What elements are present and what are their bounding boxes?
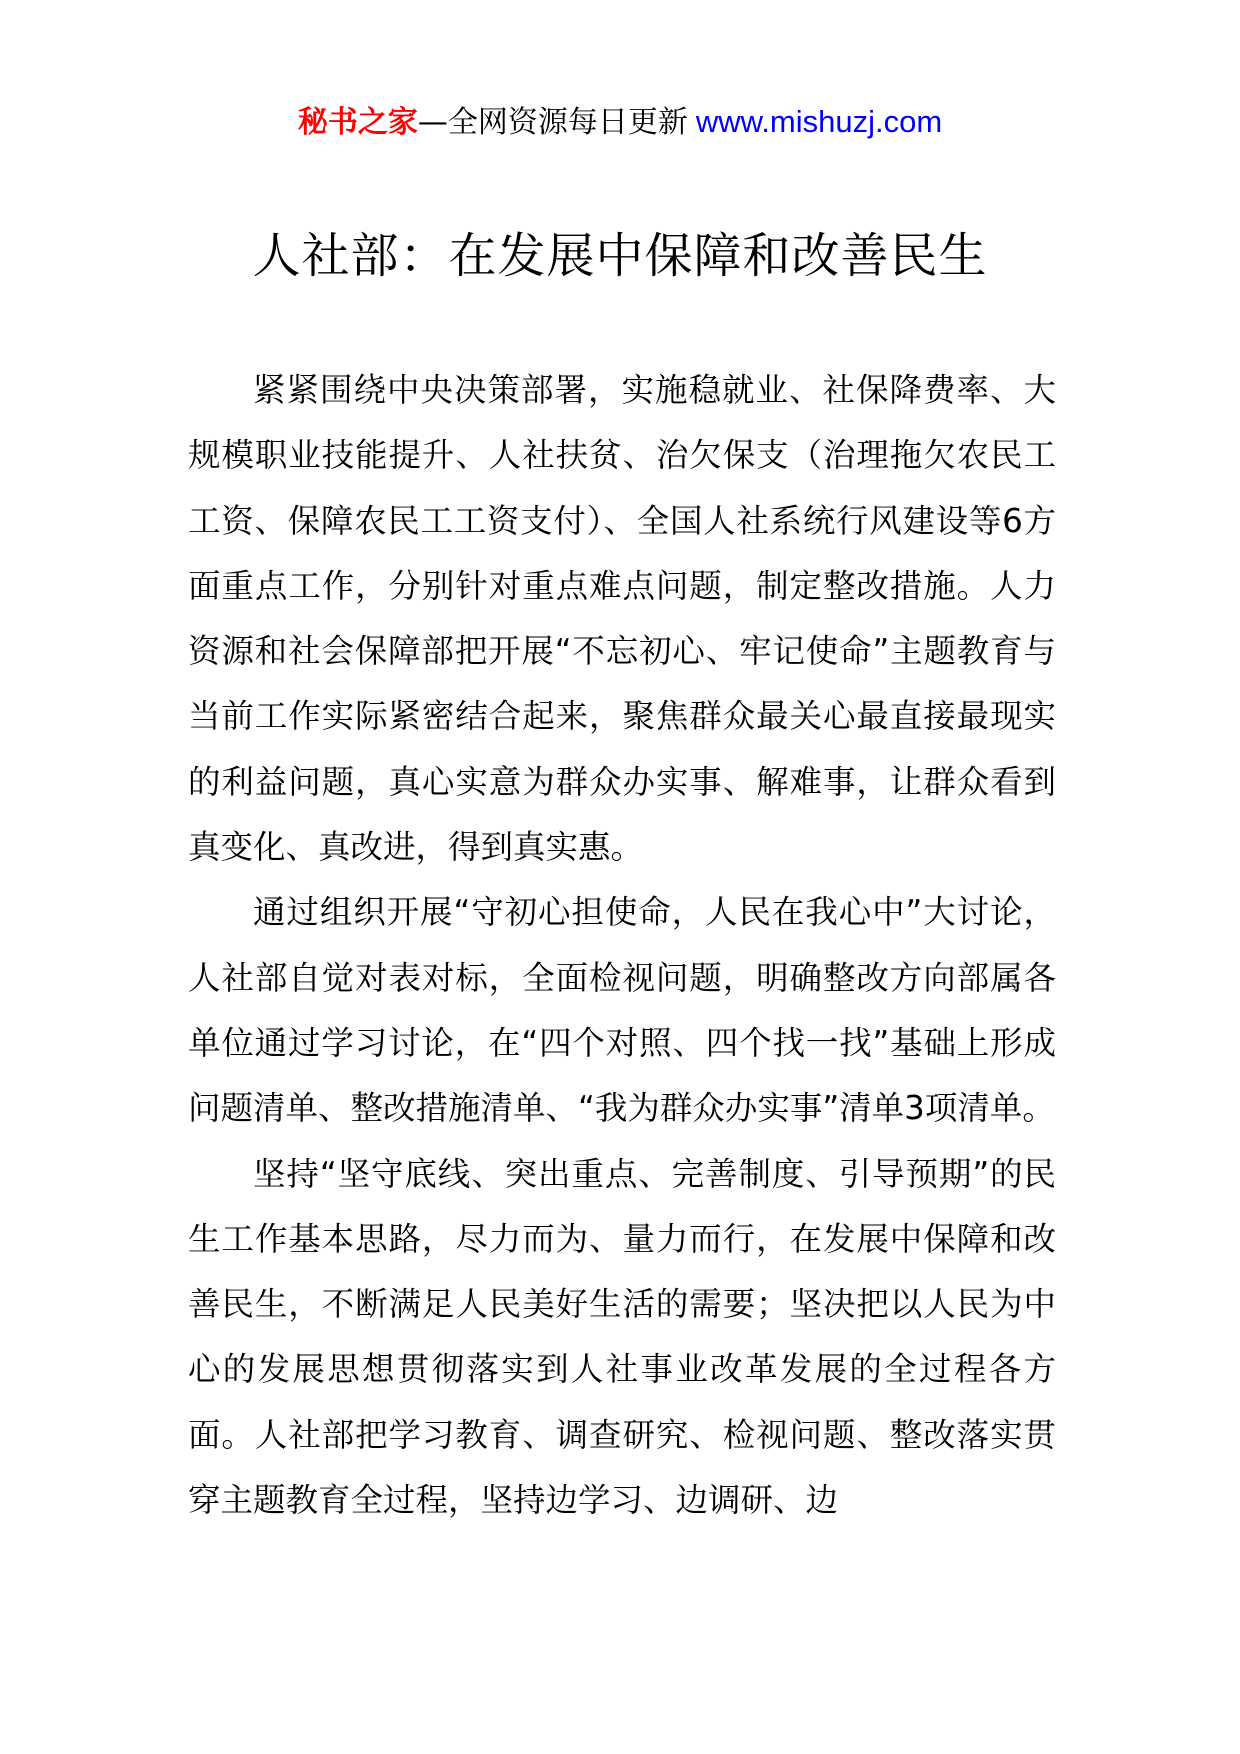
site-url-link[interactable]: www.mishuzj.com [695,104,943,139]
header-slogan: —全网资源每日更新 [417,105,688,140]
document-title: 人社部：在发展中保障和改善民生 [252,228,988,284]
paragraph-1: 紧紧围绕中央决策部署，实施稳就业、社保降费率、大规模职业技能提升、人社扶贫、治欠保支（治理拖欠农民工工资、保障农民工工资支付）、全国人社系统行风建设等6方面重点工作，分别针对重点难点问题，制定整改措施。人力资源和社会保障部把开展“不忘初心、牢记使命”主题教育与当前工作实际紧密结合起来，聚焦群众最关心最直接最现实的利益问题，真心实意为群众办实事、解难事，让群众看到真变化、真改进，得到真实惠。 [188,371,1056,867]
paragraph-2: 通过组织开展“守初心担使命，人民在我心中”大讨论，人社部自觉对表对标，全面检视问题，明确整改方向部属各单位通过学习讨论，在“四个对照、四个找一找”基础上形成问题清单、整改措施清单、“我为群众办实事”清单3项清单。 [188,893,1056,1128]
brand-name: 秘书之家 [297,105,418,140]
page-header [0,100,1240,145]
paragraph-3: 坚持“坚守底线、突出重点、完善制度、引导预期”的民生工作基本思路，尽力而为、量力而行，在发展中保障和改善民生，不断满足人民美好生活的需要；坚决把以人民为中心的发展思想贯彻落实到人社事业改革发展的全过程各方面。人社部把学习教育、调查研究、检视问题、整改落实贯穿主题教育全过程，坚持边学习、边调研、边 [188,1154,1056,1520]
document-body [188,358,1056,1533]
